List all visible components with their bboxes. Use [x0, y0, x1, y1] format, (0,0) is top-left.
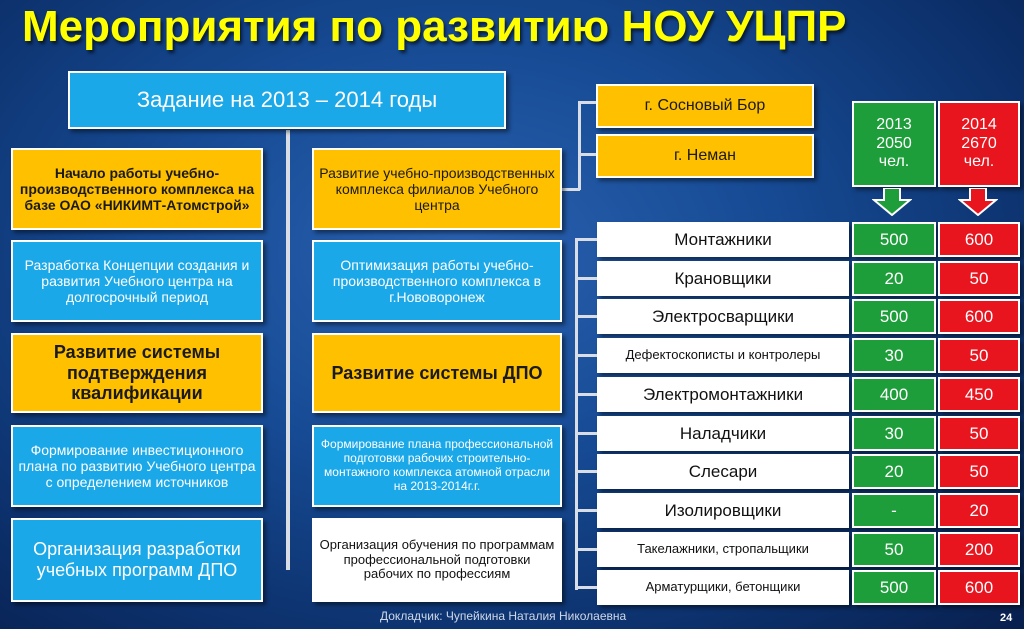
profession-name-cell — [597, 416, 849, 451]
profession-name-cell — [597, 570, 849, 605]
profession-2013-value-cell — [852, 261, 936, 296]
left-box-1-text: Начало работы учебно-производственного комплекса на базе ОАО «НИКИМТ-Атомстрой» — [19, 164, 255, 214]
profession-2014-value: 50 — [969, 423, 989, 443]
footer-speaker: Докладчик: Чупейкина Наталия Николаевна — [380, 609, 627, 623]
profession-2014-value: 20 — [969, 500, 989, 520]
profession-connector — [575, 238, 597, 241]
left-box-4 — [11, 425, 263, 507]
profession-name-cell — [597, 299, 849, 334]
profession-2014-value: 600 — [964, 577, 994, 597]
profession-2014-value: 50 — [969, 461, 989, 481]
profession-name: Дефектоскописты и контролеры — [625, 347, 821, 363]
profession-2013-value: - — [891, 500, 897, 520]
year-2013: 2013 — [876, 116, 912, 134]
profession-2013-value-cell — [852, 416, 936, 451]
profession-connector — [575, 277, 597, 280]
profession-2013-value: 500 — [879, 229, 909, 249]
left-box-5-text: Организация разработки учебных программ ДПО — [33, 539, 241, 580]
profession-2013-value: 500 — [879, 306, 909, 326]
left-box-4-text: Формирование инвестиционного плана по развитию Учебного центра с определением источников — [18, 441, 256, 491]
profession-2013-value-cell — [852, 377, 936, 412]
profession-name: Электромонтажники — [642, 384, 804, 404]
branch-1-text: г. Сосновый Бор — [644, 96, 766, 114]
profession-name: Арматурщики, бетонщики — [645, 579, 801, 595]
connector-branch-top — [578, 101, 596, 104]
connector-branch-bottom — [578, 153, 596, 156]
profession-name-cell — [597, 454, 849, 489]
profession-2014-value-cell — [938, 222, 1020, 257]
profession-name-cell — [597, 338, 849, 373]
profession-2013-value-cell — [852, 222, 936, 257]
left-box-3 — [11, 333, 263, 413]
left-box-2 — [11, 240, 263, 322]
profession-name: Слесари — [688, 461, 758, 481]
profession-2014-value-cell — [938, 532, 1020, 567]
profession-2013-value-cell — [852, 532, 936, 567]
profession-name-cell — [597, 377, 849, 412]
profession-2013-value: 30 — [884, 423, 904, 443]
profession-2014-value-cell — [938, 338, 1020, 373]
left-box-1 — [11, 148, 263, 230]
profession-connector — [575, 548, 597, 551]
profession-2013-value: 20 — [884, 461, 904, 481]
unit-2014: чел. — [963, 153, 995, 171]
profession-2014-value-cell — [938, 493, 1020, 528]
mid-box-5-text: Организация обучения по программам профессиональной подготовки рабочих по профессиям — [319, 536, 555, 582]
count-2013: 2050 — [876, 134, 912, 152]
year-2014-header — [938, 101, 1020, 187]
profession-name: Изолировщики — [664, 500, 782, 520]
profession-2013-value-cell — [852, 570, 936, 605]
left-box-3-text: Развитие системы подтверждения квалификации — [53, 341, 221, 404]
mid-box-2-text: Оптимизация работы учебно-производственного комплекса в г.Нововоронеж — [332, 256, 542, 306]
year-2013-header — [852, 101, 936, 187]
unit-2013: чел. — [878, 153, 910, 171]
mid-box-5 — [312, 518, 562, 602]
profession-2013-value: 50 — [884, 539, 904, 559]
mid-box-3-text: Развитие системы ДПО — [331, 362, 543, 383]
profession-2014-value-cell — [938, 377, 1020, 412]
profession-connector — [575, 393, 597, 396]
page-number: 24 — [1000, 612, 1013, 624]
profession-2013-value: 20 — [884, 268, 904, 288]
profession-2014-value: 450 — [964, 384, 994, 404]
profession-2014-value-cell — [938, 299, 1020, 334]
profession-name-cell — [597, 222, 849, 257]
profession-2014-value-cell — [938, 454, 1020, 489]
task-box — [68, 71, 506, 129]
profession-2013-value: 30 — [884, 345, 904, 365]
connector-prof-trunk — [575, 238, 578, 590]
profession-connector — [575, 354, 597, 357]
year-2014: 2014 — [961, 116, 997, 134]
profession-name: Электросварщики — [651, 306, 795, 326]
profession-2013-value-cell — [852, 493, 936, 528]
connector-branch-feed — [562, 188, 580, 191]
profession-connector — [575, 432, 597, 435]
profession-2014-value: 50 — [969, 268, 989, 288]
branch-sosnovy-bor — [596, 84, 814, 128]
mid-box-3 — [312, 333, 562, 413]
profession-connector — [575, 315, 597, 318]
branch-2-text: г. Неман — [674, 146, 736, 164]
mid-box-1 — [312, 148, 562, 230]
profession-2014-value: 50 — [969, 345, 989, 365]
profession-name: Крановщики — [674, 268, 772, 288]
connector-branch-trunk — [578, 102, 581, 190]
profession-2013-value: 500 — [879, 577, 909, 597]
profession-name-cell — [597, 493, 849, 528]
profession-2014-value-cell — [938, 261, 1020, 296]
profession-2013-value-cell — [852, 454, 936, 489]
profession-name-cell — [597, 532, 849, 567]
branch-neman — [596, 134, 814, 178]
left-box-2-text: Разработка Концепции создания и развития Учебного центра на долгосрочный период — [24, 256, 250, 306]
profession-2014-value: 200 — [964, 539, 994, 559]
profession-name: Монтажники — [674, 229, 772, 249]
profession-name: Наладчики — [679, 423, 767, 443]
count-2014: 2670 — [961, 134, 997, 152]
profession-2013-value: 400 — [879, 384, 909, 404]
profession-2014-value-cell — [938, 570, 1020, 605]
profession-name: Такелажники, стропальщики — [637, 541, 809, 557]
arrow-down-2013-icon — [872, 188, 912, 216]
mid-box-4 — [312, 425, 562, 507]
profession-connector — [575, 470, 597, 473]
profession-2014-value: 600 — [964, 229, 994, 249]
profession-2014-value-cell — [938, 416, 1020, 451]
profession-2013-value-cell — [852, 299, 936, 334]
left-box-5 — [11, 518, 263, 602]
mid-box-1-text: Развитие учебно-производственных комплекса филиалов Учебного центра — [319, 164, 555, 214]
profession-connector — [575, 509, 597, 512]
mid-box-2 — [312, 240, 562, 322]
arrow-down-2014-icon — [958, 188, 998, 216]
profession-name-cell — [597, 261, 849, 296]
slide-title: Мероприятия по развитию НОУ УЦПР — [22, 2, 847, 51]
task-label: Задание на 2013 – 2014 годы — [136, 87, 438, 113]
profession-connector — [575, 586, 597, 589]
profession-2014-value: 600 — [964, 306, 994, 326]
profession-2013-value-cell — [852, 338, 936, 373]
connector-trunk — [286, 130, 290, 570]
mid-box-4-text: Формирование плана профессиональной подготовки рабочих строительно-монтажного комплекса атомной отрасли на 2013-2014г.г. — [320, 437, 554, 493]
